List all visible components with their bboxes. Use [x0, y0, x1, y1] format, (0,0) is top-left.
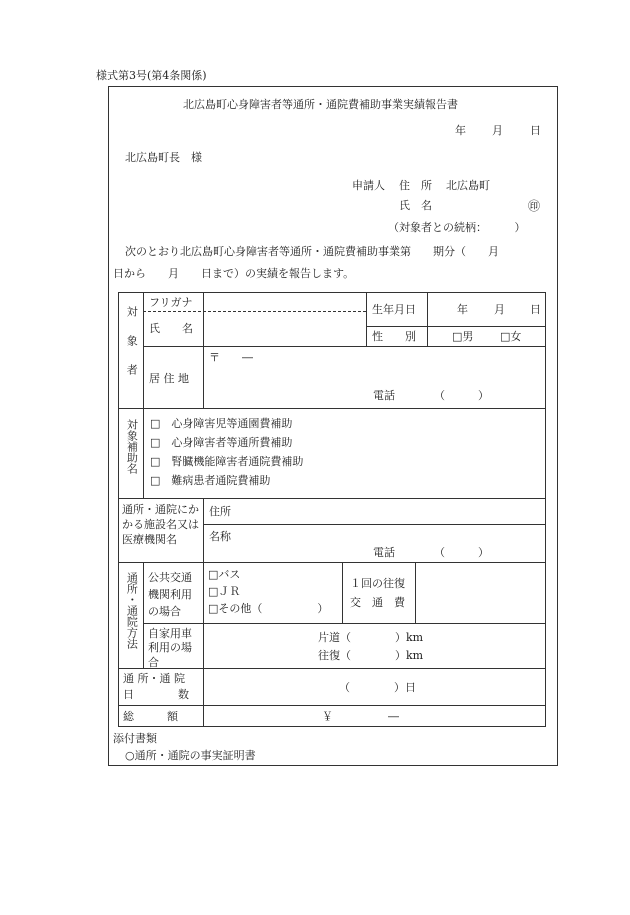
- facility-label: 通所・通院にかかる施設名又は医療機関名: [122, 503, 199, 546]
- sex-female-checkbox[interactable]: □女: [500, 330, 522, 343]
- subject-label: 対象者: [125, 306, 139, 393]
- addressee: 北広島町長 様: [125, 151, 202, 164]
- private-car-label: 自家用車利用の場合: [148, 627, 192, 669]
- intro-line-1: 次のとおり北広島町心身障害者等通所・通院費補助事業第 期分（ 月: [125, 245, 499, 258]
- residence-phone-label: 電話: [373, 389, 395, 402]
- days-label-1: 通 所・通 院: [123, 672, 185, 685]
- residence-phone-value: （ ）: [434, 389, 489, 402]
- applicant-address-label: 住 所: [399, 179, 432, 192]
- postal-code: 〒 ―: [209, 351, 253, 364]
- subsidy-item-4[interactable]: □ 難病患者通院費補助: [150, 474, 271, 487]
- birth-year: 年: [457, 303, 468, 316]
- attachments-label: 添付書類: [113, 732, 157, 745]
- total-value: ￥ ―: [322, 710, 399, 723]
- round-trip-label-2: 交 通 費: [350, 596, 405, 609]
- furigana-label: フリガナ: [149, 296, 193, 309]
- date-month: 月: [492, 124, 503, 137]
- residence-label: 居 住 地: [149, 372, 189, 385]
- applicant-name-label: 氏 名: [399, 199, 432, 212]
- subsidy-item-3[interactable]: □ 腎臓機能障害者通院費補助: [150, 455, 304, 468]
- days-label-2: 日 数: [123, 688, 189, 701]
- form-number: 様式第3号(第4条関係): [96, 69, 207, 82]
- subsidy-label: 対象補助名: [125, 419, 139, 474]
- applicant-address-value: 北広島町: [446, 179, 490, 192]
- date-year: 年: [455, 124, 466, 137]
- facility-address-label: 住所: [209, 505, 231, 518]
- facility-phone-label: 電話: [373, 546, 395, 559]
- applicant-label: 申請人: [352, 179, 385, 192]
- name-label: 氏 名: [149, 322, 193, 335]
- intro-line-2: 日から 月 日まで）の実績を報告します。: [113, 267, 355, 280]
- attachments-item: ○通所・通院の事実証明書: [125, 749, 256, 762]
- birth-label: 生年月日: [372, 303, 416, 316]
- birth-month: 月: [494, 303, 505, 316]
- total-label: 総 額: [123, 710, 178, 723]
- applicant-relation: （対象者との続柄： ）: [388, 221, 526, 234]
- transport-bus-checkbox[interactable]: □バス: [208, 568, 241, 581]
- method-label: 通所・通院方法: [125, 572, 139, 649]
- days-value: （ ）日: [339, 681, 416, 694]
- sex-label: 性 別: [372, 330, 416, 343]
- transport-jr-checkbox[interactable]: □ＪＲ: [208, 585, 241, 598]
- round-trip-distance: 往復（ ）km: [318, 649, 424, 662]
- one-way-distance: 片道（ ）km: [318, 631, 424, 644]
- round-trip-label-1: １回の往復: [350, 577, 405, 590]
- facility-name-label: 名称: [209, 530, 231, 543]
- form-title: 北広島町心身障害者等通所・通院費補助事業実績報告書: [183, 98, 458, 111]
- sex-male-checkbox[interactable]: □男: [452, 330, 474, 343]
- seal-mark: ㊞: [528, 199, 541, 213]
- subsidy-item-2[interactable]: □ 心身障害者等通所費補助: [150, 436, 293, 449]
- transport-other-checkbox[interactable]: □その他（ ）: [208, 602, 329, 615]
- birth-day: 日: [530, 303, 541, 316]
- subsidy-item-1[interactable]: □ 心身障害児等通園費補助: [150, 417, 293, 430]
- date-day: 日: [530, 124, 541, 137]
- facility-phone-value: （ ）: [434, 546, 489, 559]
- public-transport-label: 公共交通機関利用の場合: [148, 571, 192, 619]
